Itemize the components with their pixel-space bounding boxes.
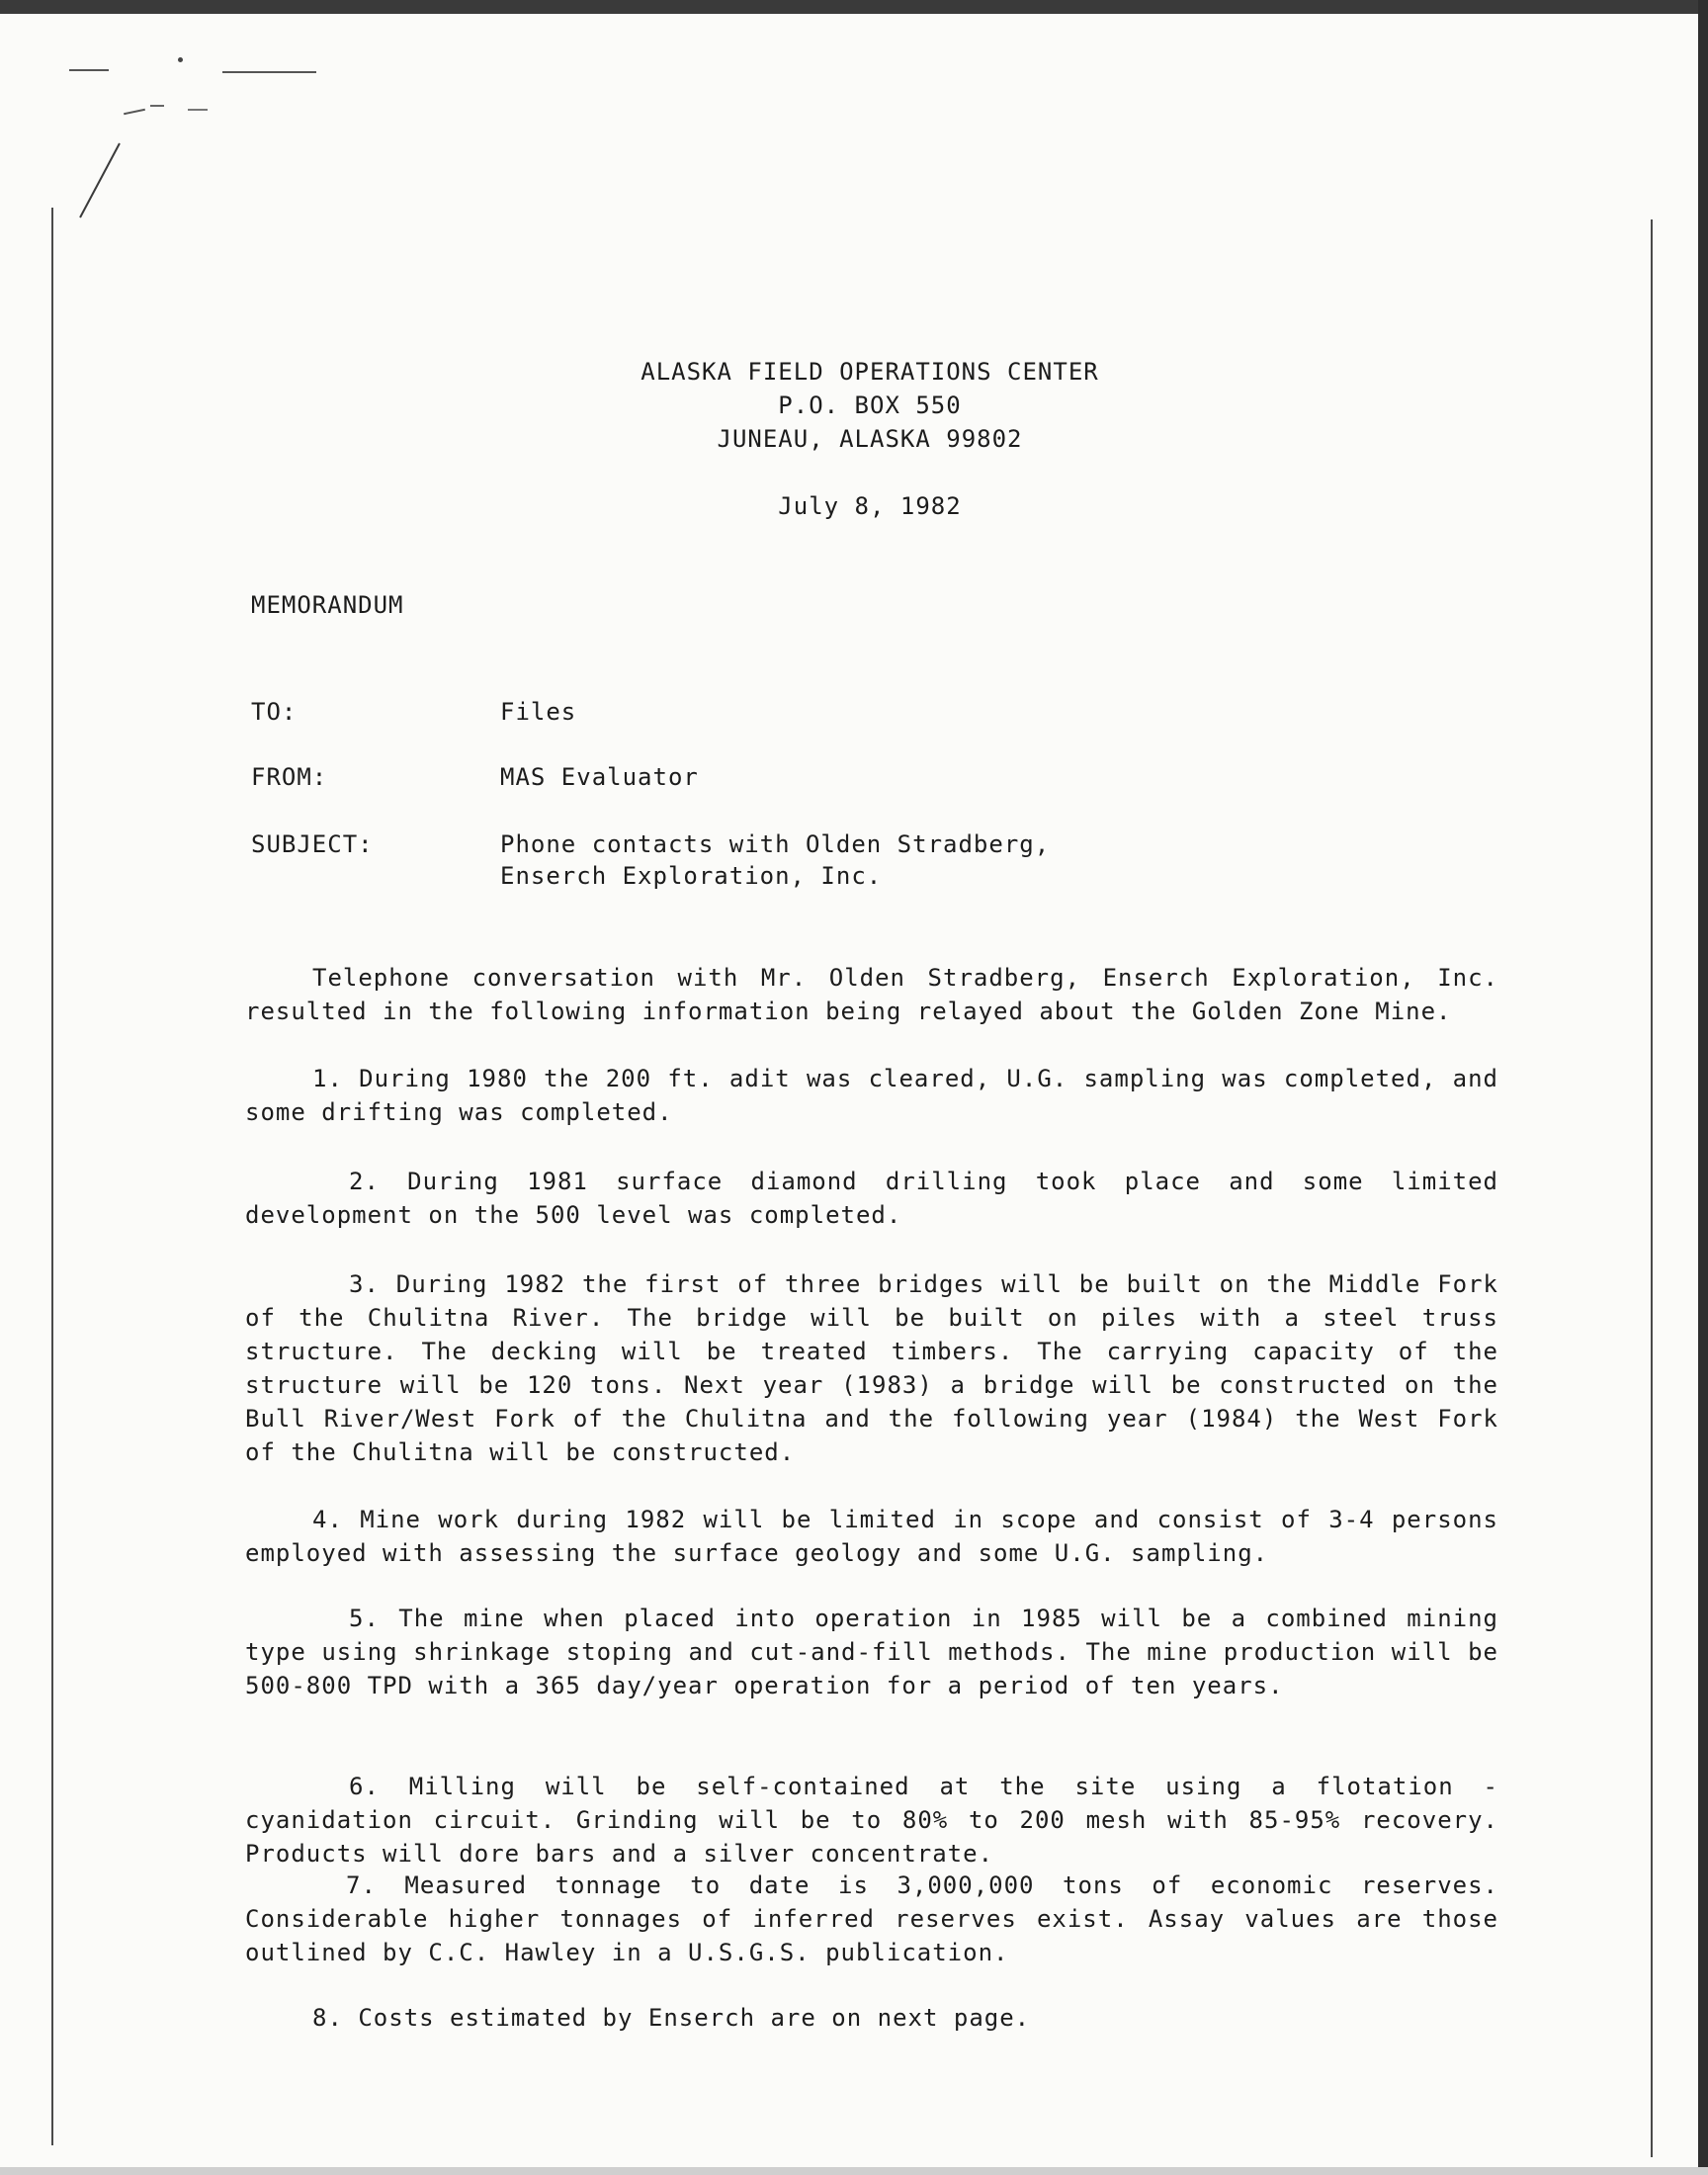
scan-mark: [150, 105, 164, 107]
to-value: Files: [500, 698, 577, 726]
letterhead-city: JUNEAU, ALASKA 99802: [717, 425, 1023, 453]
item-8: 8. Costs estimated by Enserch are on next page.: [312, 2004, 1031, 2032]
letterhead-org: ALASKA FIELD OPERATIONS CENTER: [640, 358, 1099, 386]
item-5: 5. The mine when placed into operation in 1985 will be a combined mining type using shrinkage stoping and cut-and-fill methods. The mine production will be 500-800 TPD with a 365 day/year operation for a period of ten years.: [245, 1605, 1498, 1699]
item-1: 1. During 1980 the 200 ft. adit was cleared, U.G. sampling was completed, and some drifting was completed.: [245, 1065, 1498, 1126]
scan-edge-top: [0, 0, 1708, 14]
from-label: FROM:: [251, 763, 328, 791]
subject-label: SUBJECT:: [251, 830, 374, 858]
from-value: MAS Evaluator: [500, 763, 699, 791]
item-3: 3. During 1982 the first of three bridges will be built on the Middle Fork of the Chulitna River. The bridge will be built on piles with a steel truss structure. The decking will be treated timbers. The carrying capacity of the structure will be 120 tons. Next year (1983) a bridge will be constructed on the Bull River/West Fork of the Chulitna and the following year (1984) the West Fork of the Chulitna will be constructed.: [245, 1270, 1498, 1466]
scan-mark: [69, 69, 109, 71]
item-7: 7. Measured tonnage to date is 3,000,000 tons of economic reserves. Considerable higher tonnages of inferred reserves exist. Assay values are those outlined by C.C. Hawley in a U.S.G.S. publication.: [245, 1871, 1498, 1966]
letterhead-box: P.O. BOX 550: [778, 392, 962, 419]
scan-mark: [222, 71, 316, 73]
to-label: TO:: [251, 698, 298, 726]
intro-paragraph: Telephone conversation with Mr. Olden Stradberg, Enserch Exploration, Inc. resulted in the following information being relayed about the Golden Zone Mine.: [245, 964, 1498, 1025]
item-2: 2. During 1981 surface diamond drilling took place and some limited development on the 500 level was completed.: [245, 1168, 1498, 1229]
scan-edge-bottom: [0, 2167, 1708, 2175]
memo-type: MEMORANDUM: [251, 591, 404, 619]
subject-line-1: Phone contacts with Olden Stradberg,: [500, 830, 1051, 858]
scan-mark: [124, 109, 145, 116]
memo-date: July 8, 1982: [778, 492, 962, 520]
item-4: 4. Mine work during 1982 will be limited in scope and consist of 3-4 persons employed with assessing the surface geology and some U.G. sampling.: [245, 1506, 1498, 1567]
subject-line-2: Enserch Exploration, Inc.: [500, 862, 883, 890]
scan-edge-right: [1698, 0, 1708, 2175]
scan-mark: [178, 57, 183, 62]
item-6: 6. Milling will be self-contained at the site using a flotation - cyanidation circuit. Grinding will be to 80% to 200 mesh with 85-95% recovery. Products will dore bars and a silver concentrate.: [245, 1773, 1498, 1868]
scan-mark: [188, 109, 208, 111]
handwritten-slash-mark: [79, 143, 121, 218]
